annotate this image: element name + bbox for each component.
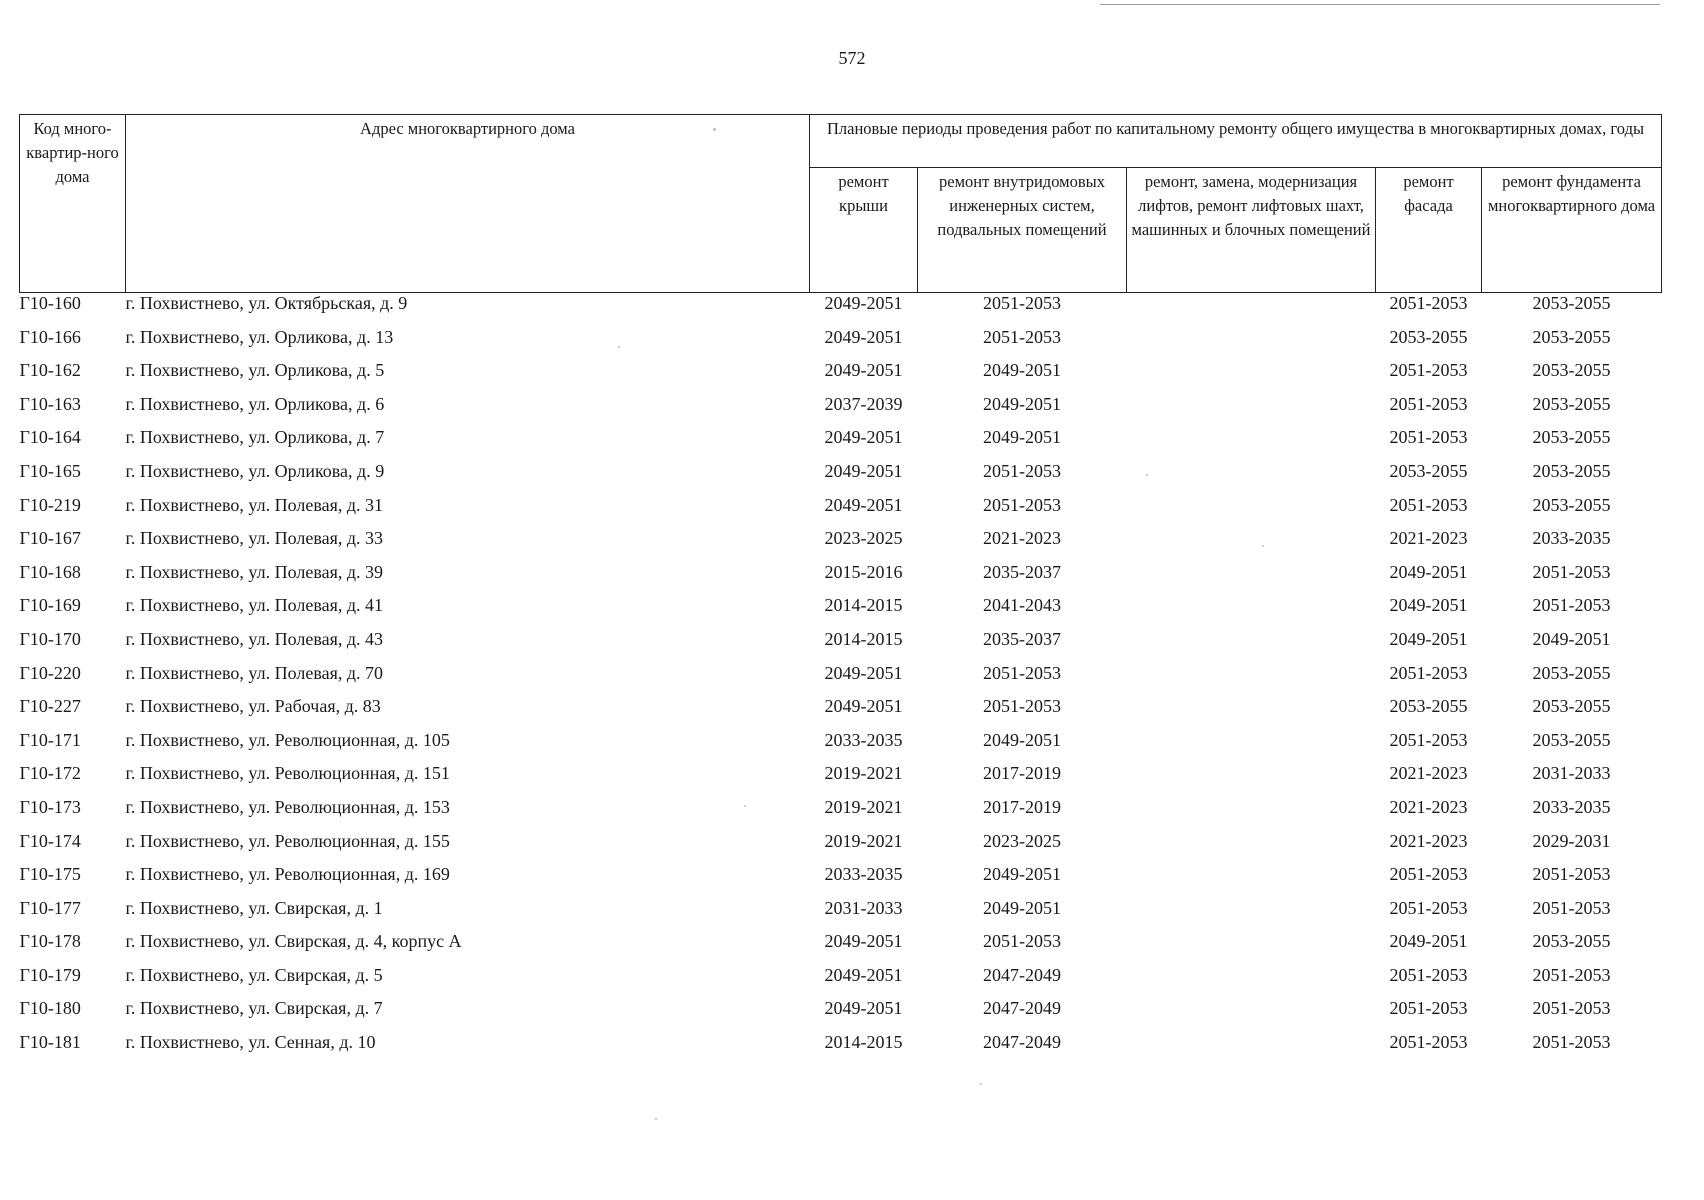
cell-roof: 2049-2051: [824, 326, 903, 347]
cell-elevators: [1127, 797, 1376, 831]
table-header: [20, 115, 1662, 293]
table-row: [20, 696, 1662, 730]
cell-address: г. Похвистнево, ул. Полевая, д. 70: [125, 662, 384, 683]
cell-foundation: 2053-2055: [1532, 460, 1611, 481]
cell-facade: 2051-2053: [1389, 662, 1468, 683]
repair-schedule-table: [19, 114, 1662, 1066]
cell-engineering: 2051-2053: [983, 293, 1061, 313]
cell-engineering: 2051-2053: [983, 494, 1061, 515]
cell-address: г. Похвистнево, ул. Полевая, д. 33: [125, 528, 384, 549]
cell-roof: 2049-2051: [824, 931, 903, 952]
cell-engineering: 2017-2019: [983, 796, 1061, 817]
table-body: [20, 293, 1662, 1066]
cell-engineering: 2035-2037: [983, 561, 1061, 582]
header-roof: ремонт крыши: [810, 168, 918, 293]
cell-code: Г10-168: [19, 561, 81, 582]
cell-foundation: 2053-2055: [1532, 293, 1611, 313]
cell-roof: 2014-2015: [824, 1032, 903, 1053]
cell-address: г. Похвистнево, ул. Свирская, д. 4, корпус А: [125, 931, 462, 952]
cell-roof: 2019-2021: [824, 763, 903, 784]
header-facade: ремонт фасада: [1376, 168, 1482, 293]
header-address: Адрес многоквартирного дома: [126, 115, 810, 293]
header-foundation: ремонт фундамента многоквартирного дома: [1482, 168, 1662, 293]
cell-facade: 2051-2053: [1389, 393, 1468, 414]
cell-roof: 2014-2015: [824, 628, 903, 649]
cell-facade: 2049-2051: [1389, 628, 1468, 649]
cell-elevators: [1127, 427, 1376, 461]
cell-roof: 2037-2039: [824, 393, 903, 414]
cell-elevators: [1127, 898, 1376, 932]
cell-foundation: 2033-2035: [1532, 528, 1611, 549]
cell-roof: 2049-2051: [824, 293, 903, 313]
table-row: [20, 931, 1662, 965]
cell-engineering: 2047-2049: [983, 1032, 1061, 1053]
cell-elevators: [1127, 394, 1376, 428]
cell-address: г. Похвистнево, ул. Революционная, д. 153: [125, 796, 450, 817]
cell-engineering: 2023-2025: [983, 830, 1061, 851]
cell-roof: 2023-2025: [824, 528, 903, 549]
cell-code: Г10-175: [19, 864, 81, 885]
cell-address: г. Похвистнево, ул. Орликова, д. 7: [125, 427, 385, 448]
cell-elevators: [1127, 931, 1376, 965]
table-row: [20, 663, 1662, 697]
table-row: [20, 864, 1662, 898]
cell-code: Г10-220: [19, 662, 81, 683]
cell-address: г. Похвистнево, ул. Орликова, д. 13: [125, 326, 394, 347]
cell-code: Г10-178: [19, 931, 81, 952]
cell-code: Г10-173: [19, 796, 81, 817]
cell-facade: 2051-2053: [1389, 1032, 1468, 1053]
cell-facade: 2021-2023: [1389, 830, 1468, 851]
table-row: [20, 562, 1662, 596]
cell-roof: 2049-2051: [824, 460, 903, 481]
cell-elevators: [1127, 360, 1376, 394]
table-row: [20, 1032, 1662, 1066]
scan-edge-line: [1100, 4, 1660, 5]
cell-facade: 2053-2055: [1389, 460, 1468, 481]
cell-facade: 2051-2053: [1389, 427, 1468, 448]
cell-code: Г10-170: [19, 628, 81, 649]
cell-facade: 2021-2023: [1389, 796, 1468, 817]
cell-address: г. Похвистнево, ул. Свирская, д. 7: [125, 998, 383, 1019]
cell-elevators: [1127, 696, 1376, 730]
cell-facade: 2049-2051: [1389, 561, 1468, 582]
page-number: 572: [838, 48, 866, 68]
cell-code: Г10-163: [19, 393, 81, 414]
cell-address: г. Похвистнево, ул. Сенная, д. 10: [125, 1032, 376, 1053]
cell-foundation: 2051-2053: [1532, 897, 1611, 918]
cell-code: Г10-164: [19, 427, 81, 448]
table-row: [20, 898, 1662, 932]
table-row: [20, 965, 1662, 999]
header-engineering: ремонт внутридомовых инженерных систем, подвальных помещений: [918, 168, 1127, 293]
cell-facade: 2021-2023: [1389, 528, 1468, 549]
cell-elevators: [1127, 562, 1376, 596]
cell-foundation: 2049-2051: [1532, 628, 1611, 649]
cell-elevators: [1127, 495, 1376, 529]
cell-foundation: 2033-2035: [1532, 796, 1611, 817]
cell-roof: 2031-2033: [824, 897, 903, 918]
cell-facade: 2049-2051: [1389, 595, 1468, 616]
cell-elevators: [1127, 998, 1376, 1032]
cell-code: Г10-227: [19, 696, 81, 717]
cell-engineering: 2021-2023: [983, 528, 1061, 549]
cell-foundation: 2051-2053: [1532, 998, 1611, 1019]
cell-engineering: 2035-2037: [983, 628, 1061, 649]
cell-engineering: 2049-2051: [983, 360, 1061, 381]
cell-roof: 2033-2035: [824, 864, 903, 885]
cell-roof: 2049-2051: [824, 494, 903, 515]
cell-foundation: 2053-2055: [1532, 494, 1611, 515]
cell-elevators: [1127, 293, 1376, 327]
cell-elevators: [1127, 327, 1376, 361]
cell-engineering: 2017-2019: [983, 763, 1061, 784]
cell-code: Г10-180: [19, 998, 81, 1019]
cell-engineering: 2051-2053: [983, 326, 1061, 347]
cell-address: г. Похвистнево, ул. Полевая, д. 41: [125, 595, 384, 616]
cell-code: Г10-177: [19, 897, 81, 918]
cell-foundation: 2053-2055: [1532, 393, 1611, 414]
cell-foundation: 2029-2031: [1532, 830, 1611, 851]
cell-facade: 2049-2051: [1389, 931, 1468, 952]
cell-address: г. Похвистнево, ул. Полевая, д. 31: [125, 494, 384, 515]
cell-elevators: [1127, 629, 1376, 663]
cell-facade: 2051-2053: [1389, 293, 1468, 313]
cell-address: г. Похвистнево, ул. Свирская, д. 1: [125, 897, 383, 918]
table-row: [20, 394, 1662, 428]
table-row: [20, 427, 1662, 461]
cell-address: г. Похвистнево, ул. Революционная, д. 155: [125, 830, 450, 851]
cell-elevators: [1127, 461, 1376, 495]
cell-address: г. Похвистнево, ул. Революционная, д. 169: [125, 864, 450, 885]
cell-code: Г10-219: [19, 494, 81, 515]
table-row: [20, 797, 1662, 831]
cell-code: Г10-166: [19, 326, 81, 347]
cell-foundation: 2053-2055: [1532, 931, 1611, 952]
cell-code: Г10-165: [19, 460, 81, 481]
cell-foundation: 2053-2055: [1532, 729, 1611, 750]
cell-address: г. Похвистнево, ул. Свирская, д. 5: [125, 964, 383, 985]
cell-facade: 2051-2053: [1389, 897, 1468, 918]
cell-elevators: [1127, 1032, 1376, 1066]
cell-elevators: [1127, 831, 1376, 865]
table-row: [20, 831, 1662, 865]
table-row: [20, 595, 1662, 629]
cell-engineering: 2049-2051: [983, 897, 1061, 918]
table-row: [20, 293, 1662, 327]
cell-address: г. Похвистнево, ул. Полевая, д. 43: [125, 628, 384, 649]
cell-engineering: 2049-2051: [983, 864, 1061, 885]
cell-engineering: 2049-2051: [983, 427, 1061, 448]
header-elevators: ремонт, замена, модернизация лифтов, ремонт лифтовых шахт, машинных и блочных помещений: [1127, 168, 1376, 293]
cell-code: Г10-174: [19, 830, 81, 851]
cell-code: Г10-162: [19, 360, 81, 381]
cell-foundation: 2051-2053: [1532, 864, 1611, 885]
cell-elevators: [1127, 595, 1376, 629]
scan-speck: [980, 1083, 982, 1085]
cell-roof: 2049-2051: [824, 427, 903, 448]
table-row: [20, 327, 1662, 361]
cell-elevators: [1127, 663, 1376, 697]
table-row: [20, 528, 1662, 562]
cell-roof: 2033-2035: [824, 729, 903, 750]
cell-address: г. Похвистнево, ул. Полевая, д. 39: [125, 561, 384, 582]
cell-engineering: 2051-2053: [983, 696, 1061, 717]
cell-foundation: 2031-2033: [1532, 763, 1611, 784]
cell-facade: 2051-2053: [1389, 729, 1468, 750]
document-sheet: [19, 114, 1661, 1066]
cell-code: Г10-169: [19, 595, 81, 616]
cell-elevators: [1127, 763, 1376, 797]
cell-roof: 2049-2051: [824, 964, 903, 985]
cell-address: г. Похвистнево, ул. Октябрьская, д. 9: [125, 293, 408, 313]
cell-roof: 2019-2021: [824, 796, 903, 817]
cell-roof: 2014-2015: [824, 595, 903, 616]
cell-facade: 2051-2053: [1389, 494, 1468, 515]
cell-engineering: 2047-2049: [983, 998, 1061, 1019]
cell-engineering: 2049-2051: [983, 393, 1061, 414]
cell-foundation: 2051-2053: [1532, 561, 1611, 582]
table-row: [20, 461, 1662, 495]
cell-engineering: 2047-2049: [983, 964, 1061, 985]
table-row: [20, 763, 1662, 797]
cell-roof: 2049-2051: [824, 662, 903, 683]
cell-code: Г10-181: [19, 1032, 81, 1053]
cell-foundation: 2053-2055: [1532, 360, 1611, 381]
cell-address: г. Похвистнево, ул. Орликова, д. 6: [125, 393, 385, 414]
header-periods-group: Плановые периоды проведения работ по капитальному ремонту общего имущества в многоквартирных домах, годы: [810, 115, 1662, 168]
cell-foundation: 2053-2055: [1532, 696, 1611, 717]
cell-code: Г10-171: [19, 729, 81, 750]
cell-engineering: 2051-2053: [983, 662, 1061, 683]
cell-foundation: 2053-2055: [1532, 427, 1611, 448]
cell-foundation: 2053-2055: [1532, 662, 1611, 683]
cell-foundation: 2051-2053: [1532, 595, 1611, 616]
cell-code: Г10-167: [19, 528, 81, 549]
cell-foundation: 2053-2055: [1532, 326, 1611, 347]
cell-foundation: 2051-2053: [1532, 964, 1611, 985]
cell-foundation: 2051-2053: [1532, 1032, 1611, 1053]
cell-roof: 2019-2021: [824, 830, 903, 851]
cell-roof: 2049-2051: [824, 998, 903, 1019]
cell-code: Г10-179: [19, 964, 81, 985]
cell-facade: 2051-2053: [1389, 964, 1468, 985]
cell-engineering: 2049-2051: [983, 729, 1061, 750]
table-row: [20, 730, 1662, 764]
cell-address: г. Похвистнево, ул. Революционная, д. 151: [125, 763, 450, 784]
cell-code: Г10-160: [19, 293, 81, 313]
header-code: Код много-квартир-ного дома: [20, 115, 126, 293]
cell-roof: 2049-2051: [824, 360, 903, 381]
cell-roof: 2049-2051: [824, 696, 903, 717]
table-row: [20, 998, 1662, 1032]
cell-address: г. Похвистнево, ул. Орликова, д. 9: [125, 460, 385, 481]
cell-address: г. Похвистнево, ул. Рабочая, д. 83: [125, 696, 381, 717]
table-row: [20, 495, 1662, 529]
cell-elevators: [1127, 528, 1376, 562]
scan-speck: [655, 1118, 657, 1120]
cell-roof: 2015-2016: [824, 561, 903, 582]
cell-elevators: [1127, 864, 1376, 898]
cell-code: Г10-172: [19, 763, 81, 784]
cell-address: г. Похвистнево, ул. Орликова, д. 5: [125, 360, 385, 381]
table-row: [20, 629, 1662, 663]
cell-elevators: [1127, 730, 1376, 764]
cell-engineering: 2051-2053: [983, 460, 1061, 481]
cell-facade: 2051-2053: [1389, 360, 1468, 381]
cell-address: г. Похвистнево, ул. Революционная, д. 105: [125, 729, 450, 750]
cell-facade: 2051-2053: [1389, 864, 1468, 885]
cell-facade: 2053-2055: [1389, 696, 1468, 717]
table-row: [20, 360, 1662, 394]
cell-engineering: 2041-2043: [983, 595, 1061, 616]
cell-facade: 2021-2023: [1389, 763, 1468, 784]
cell-elevators: [1127, 965, 1376, 999]
cell-engineering: 2051-2053: [983, 931, 1061, 952]
cell-facade: 2053-2055: [1389, 326, 1468, 347]
cell-facade: 2051-2053: [1389, 998, 1468, 1019]
